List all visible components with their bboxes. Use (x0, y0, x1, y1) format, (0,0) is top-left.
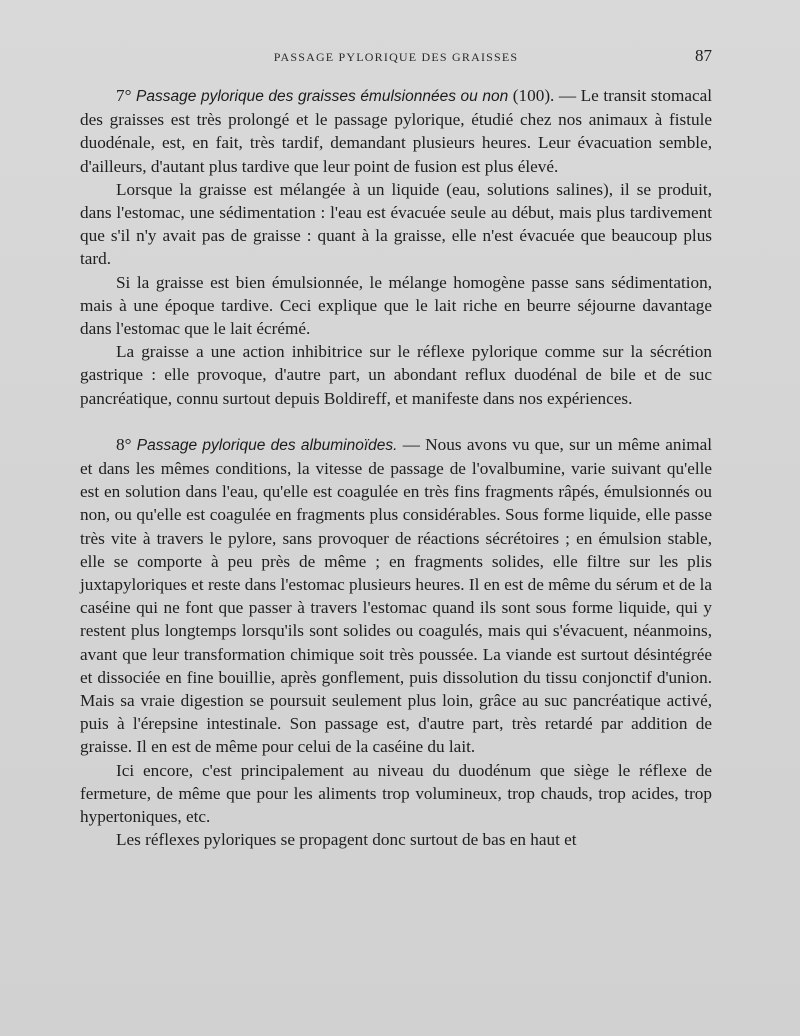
paragraph: La graisse a une action inhibitrice sur le réflexe pylorique comme sur la sécrétion gastrique : elle provoque, d'autre part, un abondant reflux duodénal de bile et de suc pancréatique, connu surtout depuis Boldireff, et manifeste dans nos expériences. (80, 342, 712, 408)
running-title: PASSAGE PYLORIQUE DES GRAISSES (273, 50, 519, 64)
paragraph: Lorsque la graisse est mélangée à un liquide (eau, solutions salines), il se produit, dans l'estomac, une sédimentation : l'eau est évacuée seule au début, mais plus tardivement que s'il n'y avait pas de graisse : quant à la graisse, elle n'est évacuée que beaucoup plus tard. (80, 179, 712, 269)
body-text (80, 84, 712, 852)
section-8-heading: Passage pylorique des albuminoïdes. (136, 436, 398, 454)
page-number: 87 (695, 46, 712, 65)
paragraph: Les réflexes pyloriques se propagent donc surtout de bas en haut et (116, 830, 577, 850)
paragraph: Si la graisse est bien émulsionnée, le mélange homogène passe sans sédimentation, mais à une époque tardive. Ceci explique que le lait riche en beurre séjourne davantage dans l'estomac que le lait écrémé. (80, 272, 712, 339)
section-8-intro-text: — Nous avons vu que, sur un même animal et dans les mêmes conditions, la vitesse de passage de l'ovalbumine, varie suivant qu'elle est en solution dans l'eau, qu'elle est coagulée en très fins fragments râpés, émulsionnés ou non, ou qu'elle est coagulée en fragments plus considérables. Sous forme liquide, elle passe très vite à travers le pylore, sans provoquer de réactions sécrétoires ; en émulsion stable, elle se comporte à peu près de même ; en fragments solides, elle filtre sur les plis juxtapyloriques et reste dans l'estomac plusieurs heures. Il en est de même du sérum et de la caséine qui ne font que passer à travers l'estomac quand ils sont sous forme liquide, qui y restent plus longtemps lorsqu'ils sont solides ou coagulés, mais qui s'évacuent, néanmoins, avant que leur transformation chimique soit très poussée. La viande est surtout désintégrée et dissociée en fine bouillie, après gonflement, puis dissolution du tissu conjonctif d'union. Mais sa vraie digestion se poursuit seulement plus loin, grâce au suc pancréatique activé, puis à l'érepsine intestinale. Son passage est, d'autre part, très retardé par addition de graisse. Il en est de même pour celui de la caséine du lait. (80, 434, 712, 757)
section-7-number: 7° (116, 86, 132, 105)
paragraph: Ici encore, c'est principalement au niveau du duodénum que siège le réflexe de fermeture, de même que pour les aliments trop volumineux, trop chauds, trop acides, trop hypertoniques, etc. (80, 760, 712, 827)
section-8-number: 8° (116, 434, 132, 454)
section-7-intro (80, 84, 712, 178)
section-7-heading: Passage pylorique des graisses émulsionnées ou non (136, 88, 509, 105)
page-header (80, 46, 712, 70)
section-8-intro (80, 433, 712, 759)
section-7-intro-text: (100). — Le transit stomacal des graisses est très prolongé et le passage pylorique, étudié chez nos animaux à fistule duodénale, est, en fait, très tardif, demandant plusieurs heures. Leur évacuation semble, d'ailleurs, d'autant plus tardive que leur point de fusion est plus élevé. (80, 86, 713, 176)
